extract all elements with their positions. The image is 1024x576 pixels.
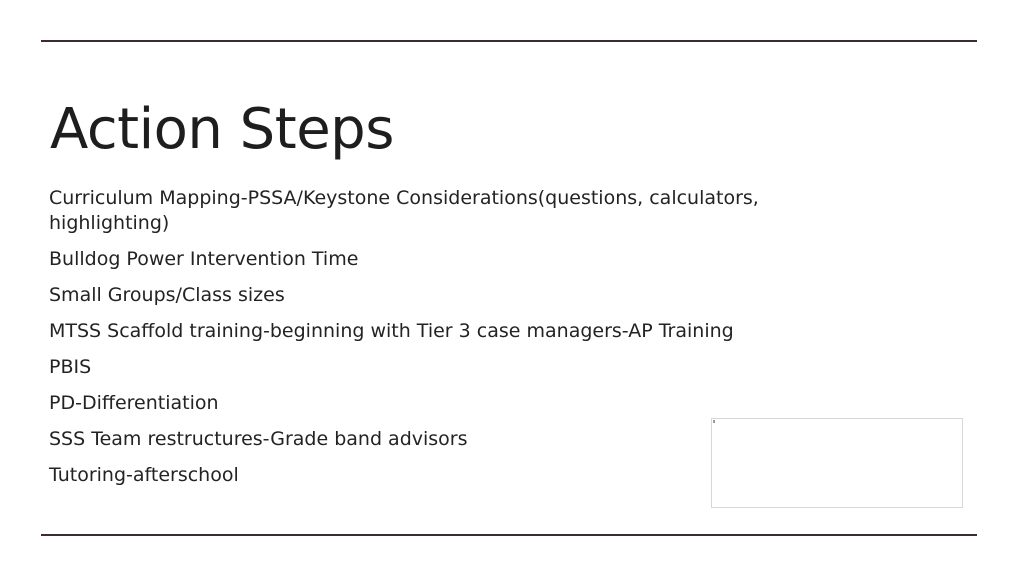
- list-item: Bulldog Power Intervention Time: [49, 248, 359, 270]
- list-item: SSS Team restructures-Grade band advisors: [49, 428, 468, 450]
- list-item: Curriculum Mapping-PSSA/Keystone Considerations(questions, calculators, highlighting): [49, 187, 759, 234]
- image-placeholder: [711, 418, 963, 508]
- top-divider: [41, 40, 977, 42]
- list-item: PBIS: [49, 356, 92, 378]
- list-item: Tutoring-afterschool: [49, 464, 239, 486]
- bottom-divider: [41, 534, 977, 536]
- slide-title: Action Steps: [50, 97, 394, 162]
- list-item: Small Groups/Class sizes: [49, 284, 285, 306]
- broken-image-icon: [713, 420, 715, 423]
- list-item: PD-Differentiation: [49, 392, 219, 414]
- list-item: MTSS Scaffold training-beginning with Tier 3 case managers-AP Training: [49, 320, 734, 342]
